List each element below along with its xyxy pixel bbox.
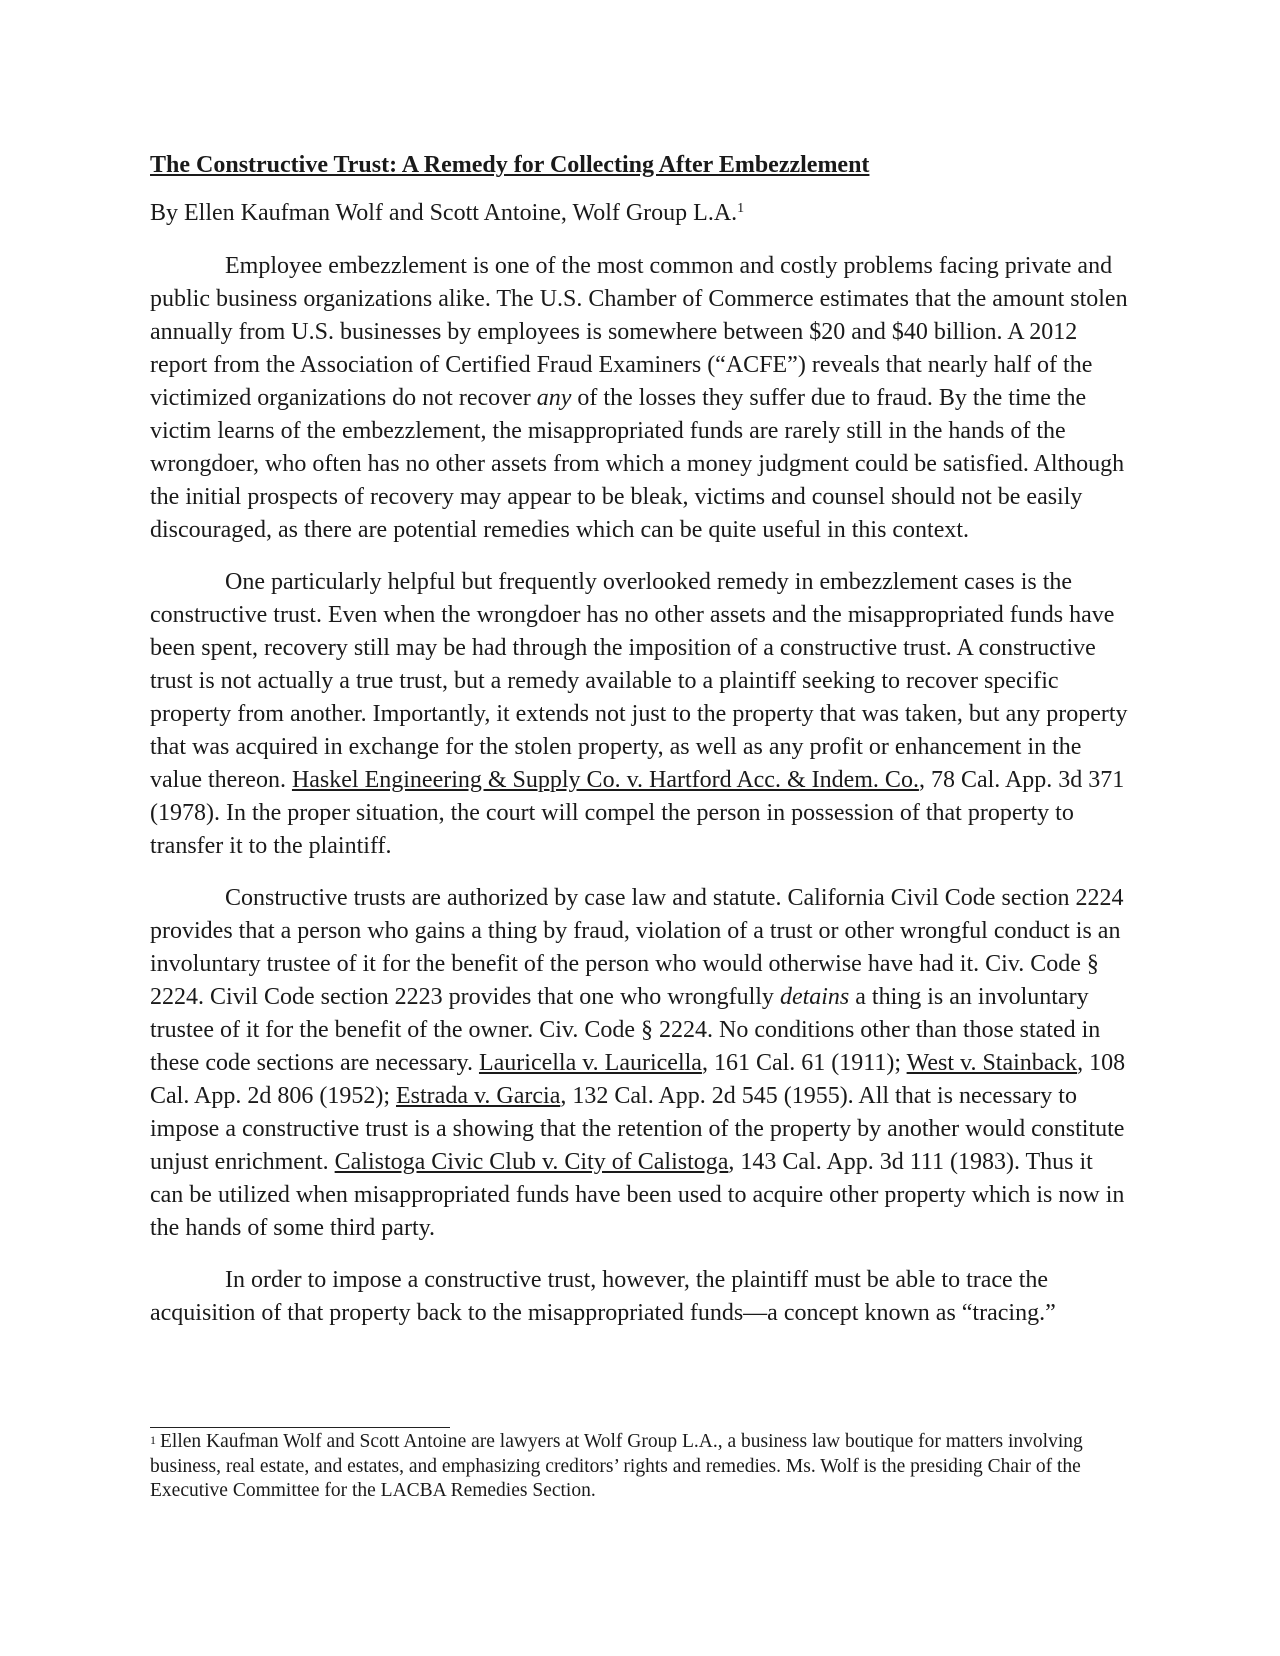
document-body xyxy=(150,150,1130,1330)
case-citation-calistoga: Calistoga Civic Club v. City of Calistoga xyxy=(334,1149,729,1175)
paragraph-2-text-b: , 78 Cal. App. 3d 371 (1978). In the proper situation, the court will compel the person in possession of that property to transfer it to the plaintiff. xyxy=(150,767,1125,859)
paragraph-2 xyxy=(150,566,1130,863)
paragraph-3 xyxy=(150,882,1130,1245)
paragraph-2-text-a: One particularly helpful but frequently overlooked remedy in embezzlement cases is the constructive trust. Even when the wrongdoer has no other assets and the misappropriated funds have been spent, recovery still may be had through the imposition of a constructive trust. A constructive trust is not actually a true trust, but a remedy available to a plaintiff seeking to recover specific property from another. Importantly, it extends not just to the property that was taken, but any property that was acquired in exchange for the stolen property, as well as any profit or enhancement in the value thereon. xyxy=(150,569,1128,793)
paragraph-1 xyxy=(150,250,1130,547)
case-citation-lauricella: Lauricella v. Lauricella xyxy=(478,1050,702,1076)
paragraph-3-text-b: a thing is an involuntary trustee of it for the benefit of the owner. Civ. Code § 2224. No conditions other than those stated in these code sections are necessary. xyxy=(150,984,1101,1076)
footnote-reference[interactable]: 1 xyxy=(737,201,745,216)
paragraph-1-text-b: of the losses they suffer due to fraud. By the time the victim learns of the embezzlement, the misappropriated funds are rarely still in the hands of the wrongdoer, who often has no other assets from which a money judgment could be satisfied. Although the initial prospects of recovery may appear to be bleak, victims and counsel should not be easily discouraged, as there are potential remedies which can be quite useful in this context. xyxy=(150,385,1125,543)
footnote xyxy=(150,1430,1130,1504)
paragraph-3-text-d: , 108 Cal. App. 2d 806 (1952); xyxy=(150,1050,1126,1109)
byline xyxy=(150,198,1130,228)
case-citation-estrada: Estrada v. Garcia xyxy=(396,1083,561,1109)
paragraph-1-text-a: Employee embezzlement is one of the most common and costly problems facing private and public business organizations alike. The U.S. Chamber of Commerce estimates that the amount stolen annually from U.S. businesses by employees is somewhere between $20 and $40 billion. A 2012 report from the Association of Certified Fraud Examiners (“ACFE”) reveals that nearly half of the victimized organizations do not recover xyxy=(150,253,1128,411)
document-title: The Constructive Trust: A Remedy for Collecting After Embezzlement xyxy=(150,152,870,178)
byline-text: By Ellen Kaufman Wolf and Scott Antoine, Wolf Group L.A. xyxy=(150,200,738,226)
paragraph-4-text: In order to impose a constructive trust, however, the plaintiff must be able to trace the acquisition of that property back to the misappropriated funds—a concept known as “tracing.” xyxy=(150,1267,1056,1326)
paragraph-3-text-f: , 143 Cal. App. 3d 111 (1983). Thus it can be utilized when misappropriated funds have been used to acquire other property which is now in the hands of some third party. xyxy=(150,1149,1125,1241)
case-citation-haskel: Haskel Engineering & Supply Co. v. Hartford Acc. & Indem. Co. xyxy=(291,767,919,793)
footnote-text: Ellen Kaufman Wolf and Scott Antoine are lawyers at Wolf Group L.A., a business law boutique for matters involving business, real estate, and estates, and emphasizing creditors’ rights and remedies. Ms. Wolf is the presiding Chair of the Executive Committee for the LACBA Remedies Section. xyxy=(150,1431,1083,1501)
footnote-marker: 1 xyxy=(150,1433,156,1447)
footnote-separator xyxy=(150,1427,450,1428)
paragraph-3-text-e: , 132 Cal. App. 2d 545 (1955). All that is necessary to impose a constructive trust is a showing that the retention of the property by another would constitute unjust enrichment. xyxy=(150,1083,1125,1175)
paragraph-3-text-a: Constructive trusts are authorized by case law and statute. California Civil Code section 2224 provides that a person who gains a thing by fraud, violation of a trust or other wrongful conduct is an involuntary trustee of it for the benefit of the person who would otherwise have had it. Civ. Code § 2224. Civil Code section 2223 provides that one who wrongfully xyxy=(150,885,1124,1010)
case-citation-west: West v. Stainback xyxy=(906,1050,1078,1076)
paragraph-4 xyxy=(150,1264,1130,1330)
paragraph-3-text-c: , 161 Cal. 61 (1911); xyxy=(701,1050,907,1076)
paragraph-3-emphasis: detains xyxy=(779,984,850,1010)
paragraph-1-emphasis: any xyxy=(536,385,572,411)
